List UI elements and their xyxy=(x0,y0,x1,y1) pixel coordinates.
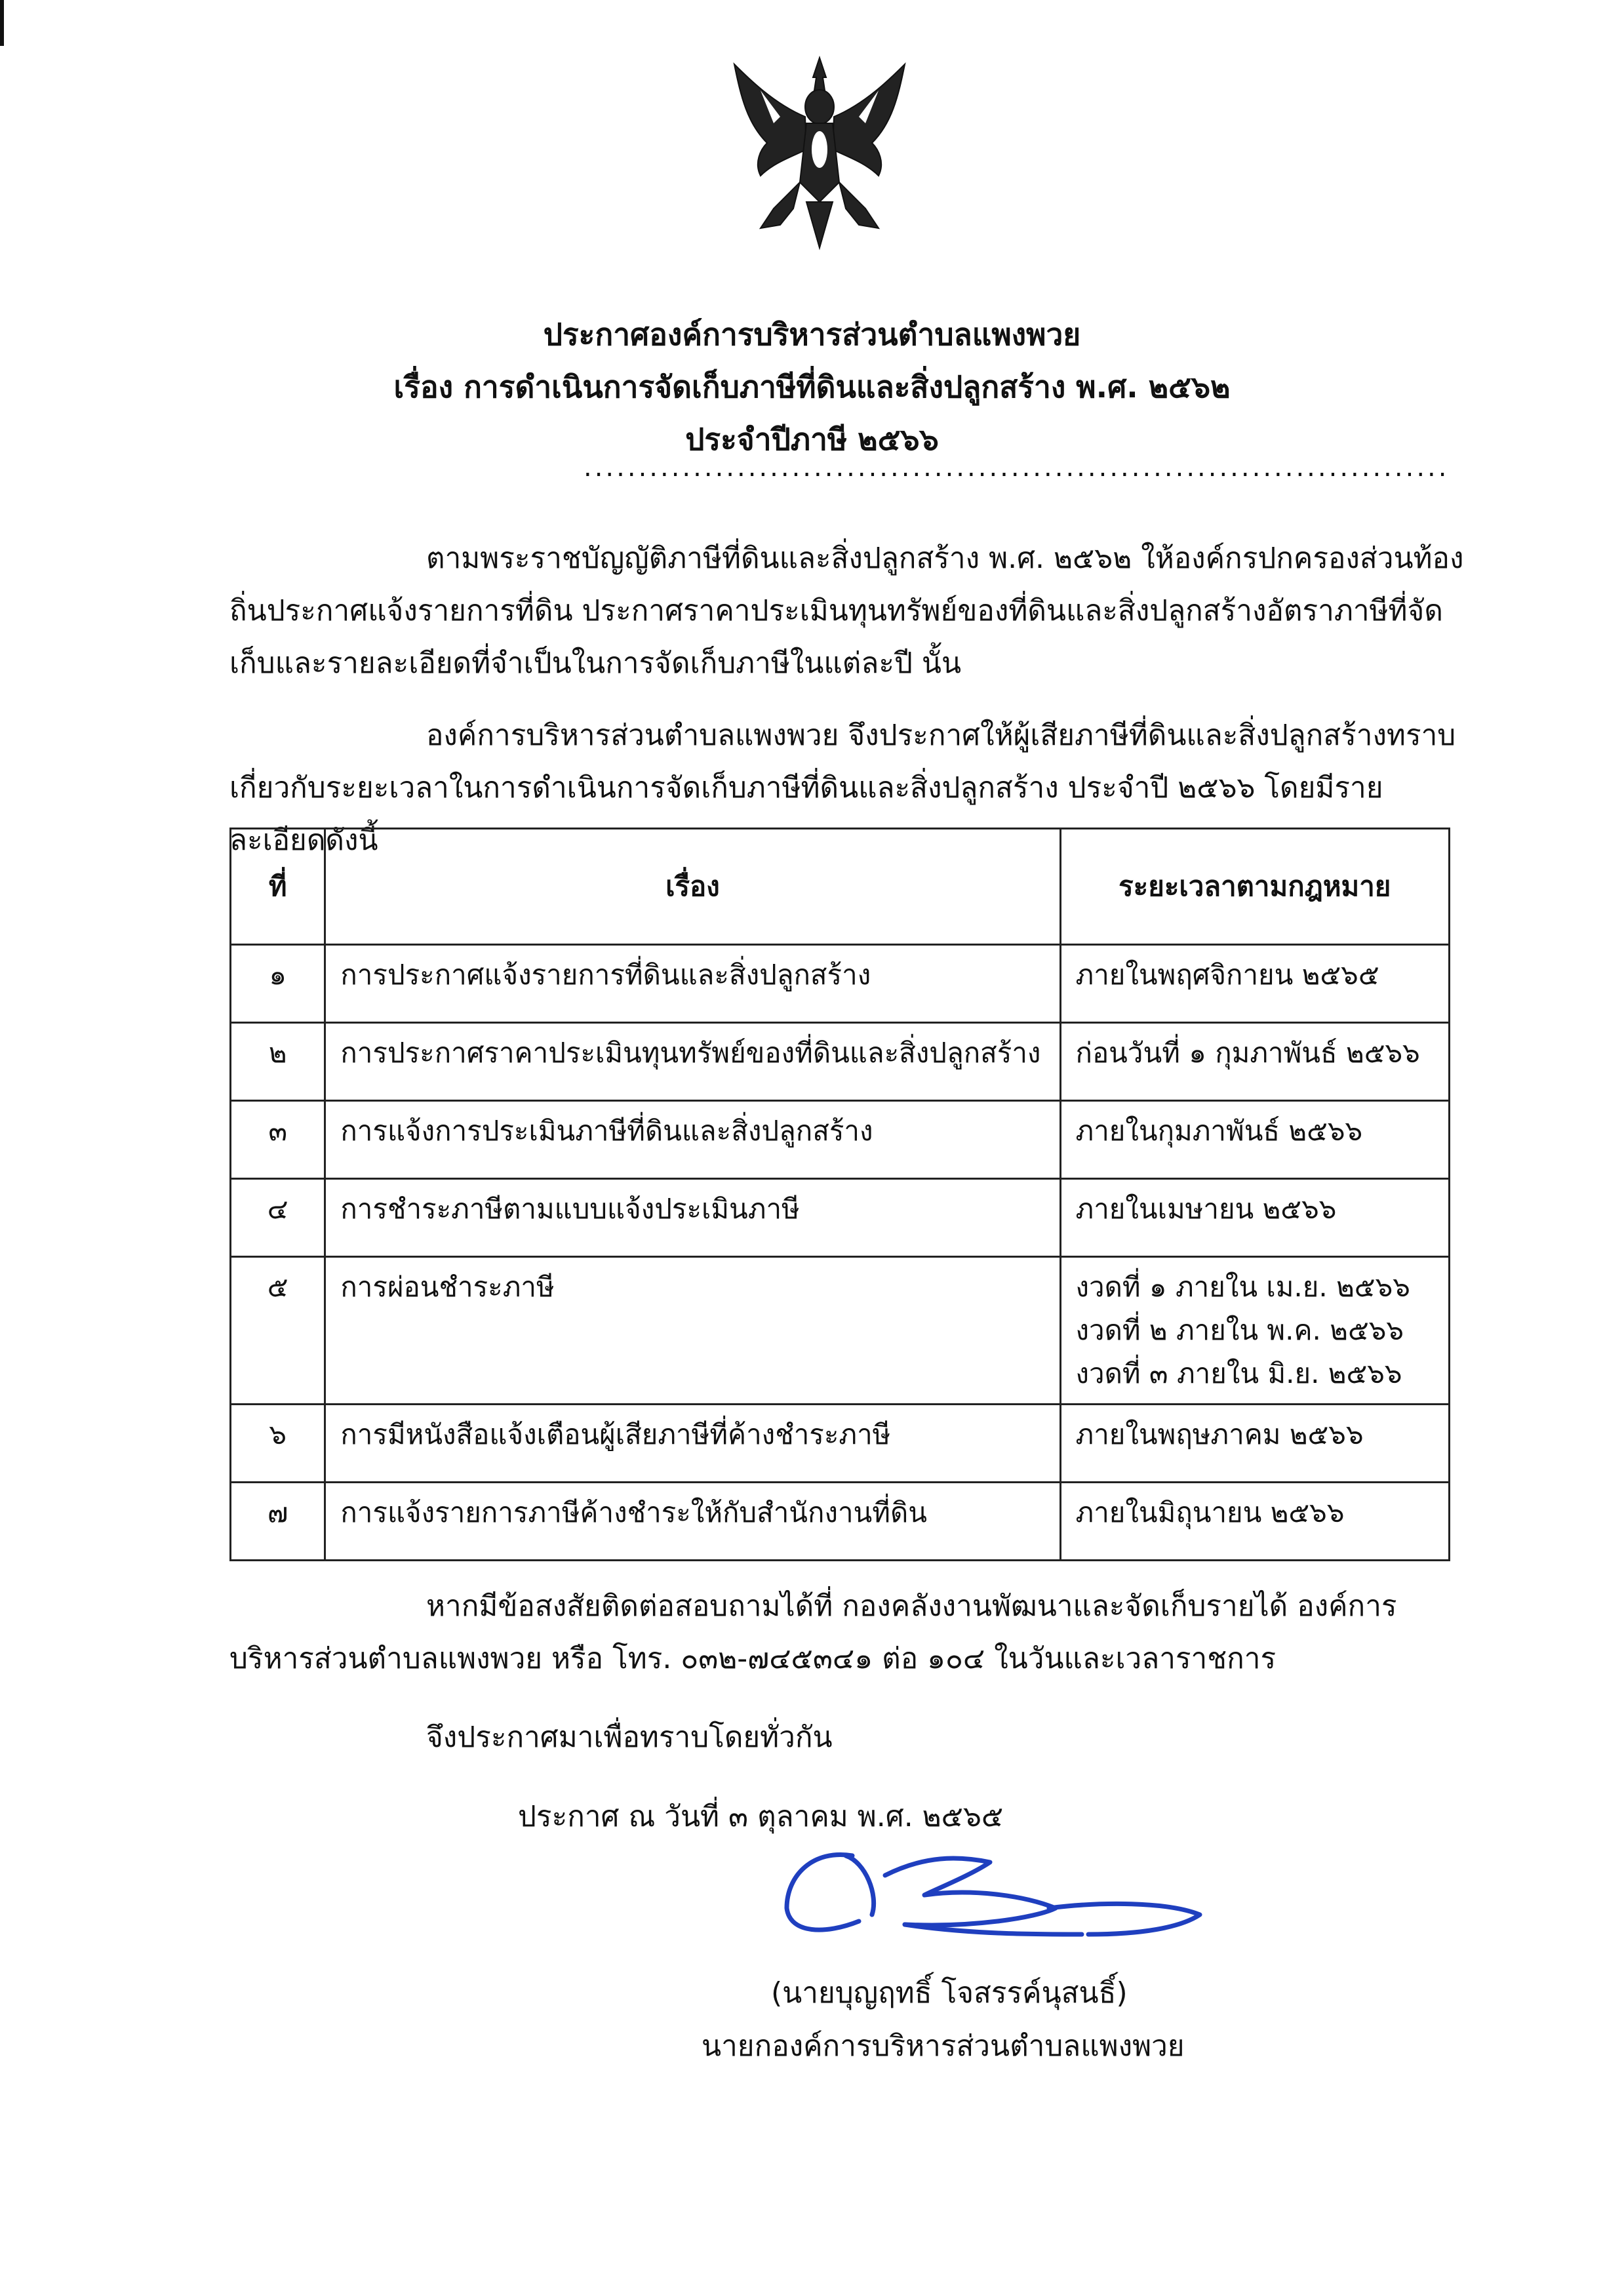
table-header-row xyxy=(231,829,1450,945)
column-header-period: ระยะเวลาตามกฎหมาย xyxy=(1060,829,1449,945)
row-period: ก่อนวันที่ ๑ กุมภาพันธ์ ๒๕๖๖ xyxy=(1060,1023,1449,1101)
row-topic: การมีหนังสือแจ้งเตือนผู้เสียภาษีที่ค้างชำระภาษี xyxy=(325,1405,1060,1483)
contact-paragraph-text: หากมีข้อสงสัยติดต่อสอบถามได้ที่ กองคลังงานพัฒนาและจัดเก็บรายได้ องค์การบริหารส่วนตำบลแพงพวย หรือ โทร. ๐๓๒-๗๔๕๓๔๑ ต่อ ๑๐๔ ในวันและเวลาราชการ xyxy=(229,1589,1397,1675)
table-row xyxy=(231,1257,1450,1405)
intro-paragraph xyxy=(229,532,1475,690)
row-topic: การประกาศแจ้งรายการที่ดินและสิ่งปลูกสร้าง xyxy=(325,945,1060,1023)
intro-paragraph-text: ตามพระราชบัญญัติภาษีที่ดินและสิ่งปลูกสร้าง พ.ศ. ๒๕๖๒ ให้องค์กรปกครองส่วนท้องถิ่นประกาศแจ้งรายการที่ดิน ประกาศราคาประเมินทุนทรัพย์ของที่ดินและสิ่งปลูกสร้างอัตราภาษีที่จัดเก็บและรายละเอียดที่จำเป็นในการจัดเก็บภาษีในแต่ละปี นั้น xyxy=(229,542,1464,680)
table-row xyxy=(231,1023,1450,1101)
row-period: ภายในพฤษภาคม ๒๕๖๖ xyxy=(1060,1405,1449,1483)
document-header xyxy=(0,308,1624,466)
table-row xyxy=(231,1179,1450,1257)
announcement-date: ประกาศ ณ วันที่ ๓ ตุลาคม พ.ศ. ๒๕๖๕ xyxy=(518,1800,1004,1833)
announcement-paragraph-text: องค์การบริหารส่วนตำบลแพงพวย จึงประกาศให้ผู้เสียภาษีที่ดินและสิ่งปลูกสร้างทราบเกี่ยวกับระยะเวลาในการดำเนินการจัดเก็บภาษีที่ดินและสิ่งปลูกสร้าง ประจำปี ๒๕๖๖ โดยมีรายละเอียดดังนี้ xyxy=(229,719,1456,857)
signer-name: (นายบุญฤทธิ์ โจสรรค์นุสนธิ์) xyxy=(771,1976,1128,2010)
table-row xyxy=(231,1405,1450,1483)
tax-schedule-table xyxy=(229,828,1450,1561)
row-period: ภายในมิถุนายน ๒๕๖๖ xyxy=(1060,1483,1449,1561)
table-row xyxy=(231,945,1450,1023)
closing-paragraph xyxy=(229,1711,1475,1764)
row-topic: การผ่อนชำระภาษี xyxy=(325,1257,1060,1405)
header-divider: ............................................................................... xyxy=(584,452,1450,483)
row-topic: การประกาศราคาประเมินทุนทรัพย์ของที่ดินและสิ่งปลูกสร้าง xyxy=(325,1023,1060,1101)
row-installments xyxy=(1060,1257,1449,1405)
installment-2: งวดที่ ๒ ภายใน พ.ค. ๒๕๖๖ xyxy=(1075,1314,1404,1346)
row-number: ๑ xyxy=(231,945,325,1023)
garuda-emblem-icon xyxy=(721,51,918,254)
header-tax-year: ประจำปีภาษี ๒๕๖๖ xyxy=(685,422,939,457)
header-organization: ประกาศองค์การบริหารส่วนตำบลแพงพวย xyxy=(543,317,1081,352)
row-number: ๒ xyxy=(231,1023,325,1101)
row-number: ๗ xyxy=(231,1483,325,1561)
signer-title: นายกองค์การบริหารส่วนตำบลแพงพวย xyxy=(702,2029,1185,2063)
row-period: ภายในพฤศจิกายน ๒๕๖๕ xyxy=(1060,945,1449,1023)
installment-3: งวดที่ ๓ ภายใน มิ.ย. ๒๕๖๖ xyxy=(1075,1357,1402,1389)
row-period: ภายในเมษายน ๒๕๖๖ xyxy=(1060,1179,1449,1257)
row-number: ๔ xyxy=(231,1179,325,1257)
row-number: ๕ xyxy=(231,1257,325,1405)
installment-1: งวดที่ ๑ ภายใน เม.ย. ๒๕๖๖ xyxy=(1075,1271,1410,1303)
table-row xyxy=(231,1483,1450,1561)
scan-edge-mark xyxy=(0,0,4,46)
row-topic: การแจ้งการประเมินภาษีที่ดินและสิ่งปลูกสร้าง xyxy=(325,1101,1060,1179)
row-number: ๓ xyxy=(231,1101,325,1179)
header-subject: เรื่อง การดำเนินการจัดเก็บภาษีที่ดินและสิ่งปลูกสร้าง พ.ศ. ๒๕๖๒ xyxy=(393,369,1231,405)
handwritten-signature xyxy=(774,1836,1219,1967)
table-row xyxy=(231,1101,1450,1179)
column-header-topic: เรื่อง xyxy=(325,829,1060,945)
closing-paragraph-text: จึงประกาศมาเพื่อทราบโดยทั่วกัน xyxy=(426,1721,833,1754)
row-topic: การแจ้งรายการภาษีค้างชำระให้กับสำนักงานที่ดิน xyxy=(325,1483,1060,1561)
row-topic: การชำระภาษีตามแบบแจ้งประเมินภาษี xyxy=(325,1179,1060,1257)
row-period: ภายในกุมภาพันธ์ ๒๕๖๖ xyxy=(1060,1101,1449,1179)
column-header-no: ที่ xyxy=(231,829,325,945)
row-number: ๖ xyxy=(231,1405,325,1483)
contact-paragraph xyxy=(229,1580,1475,1685)
